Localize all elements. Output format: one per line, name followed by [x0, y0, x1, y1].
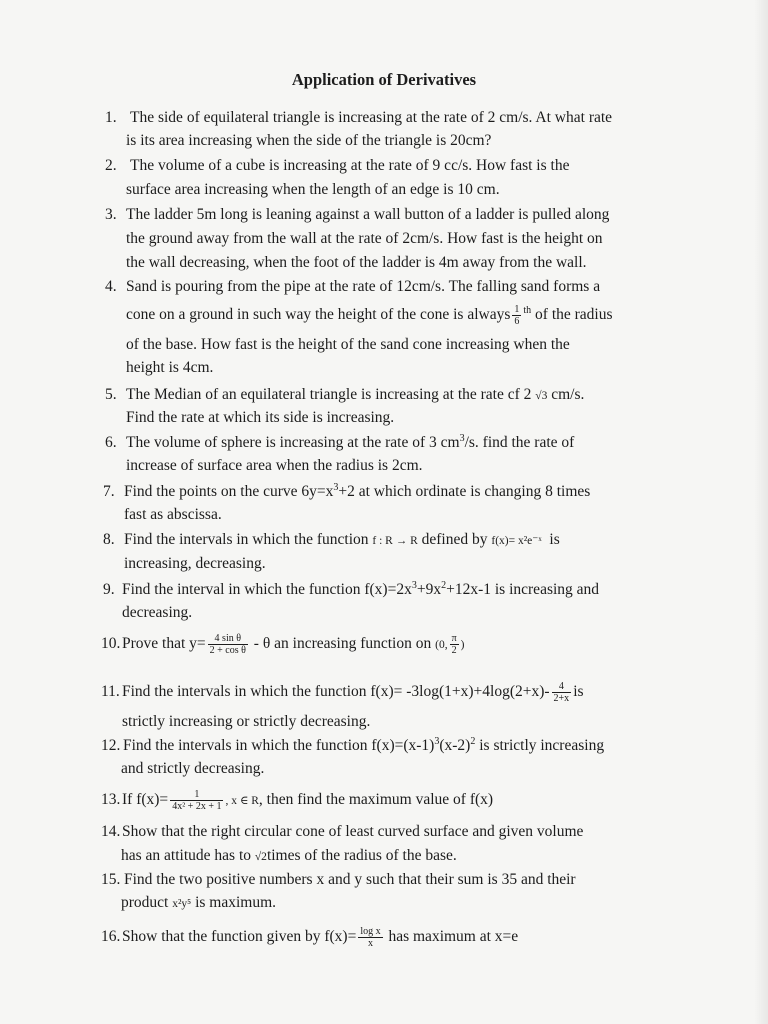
question-text: strictly increasing or strictly decreasing. [122, 713, 371, 730]
question-text: Find the points on the curve $6y=x^3+2$ at which ordinate is changing 8 times [124, 481, 591, 500]
question-number: 5. [105, 386, 117, 403]
question-text: Prove that y= $\frac{\text{4 sin θ}}{\text{2 + cos θ}}$ - θ an increasing function on (0, $\frac{\pi}{2}$ ) [122, 632, 465, 656]
question-text: product x²y⁵ is maximum. [121, 894, 277, 911]
question-text: fast as abscissa. [124, 506, 222, 523]
question-text: If f(x)= $\frac{1}{\text{4x² + 2x + 1}}$ , x ∈ R, then find the maximum value of f(x) [122, 788, 494, 812]
question-text: The Median of an equilateral triangle is increasing at the rate cf 2 √3 cm/s. [126, 386, 585, 403]
question-text: Find the intervals in which the function f : R → R defined by f(x)= x²e⁻ˣ is [124, 531, 560, 548]
question-text: The ladder 5m long is leaning against a wall button of a ladder is pulled along [126, 206, 610, 223]
question-text: The volume of a cube is increasing at the rate of 9 cc/s. How fast is the [130, 157, 570, 174]
question-number: 7. [103, 483, 115, 500]
fraction-four-over-two-plus-x: $\frac{4}{2+x}$ [553, 680, 570, 704]
question-text: The side of equilateral triangle is increasing at the rate of 2 cm/s. At what rate [130, 109, 613, 126]
page-edge-shadow [754, 0, 768, 1024]
question-number: 16. [101, 928, 121, 945]
question-text: height is 4cm. [126, 359, 214, 376]
question-number: 11. [101, 683, 120, 700]
sqrt-two: √2 [254, 851, 267, 863]
question-number: 12. [101, 737, 121, 754]
fraction-one-over-quadratic: $\frac{1}{\text{4x² + 2x + 1}}$ [172, 788, 222, 812]
question-text: Find the two positive numbers x and y such that their sum is 35 and their [124, 871, 576, 888]
question-number: 9. [103, 581, 115, 598]
question-text: increasing, decreasing. [124, 555, 266, 572]
question-text: is its area increasing when the side of the triangle is 20cm? [126, 132, 492, 149]
question-number: 8. [103, 531, 115, 548]
question-text: surface area increasing when the length of an edge is 10 cm. [126, 181, 500, 198]
question-text: Find the intervals in which the function $f(x)=(x-1)^3(x-2)^2$ is strictly increasing [123, 735, 605, 754]
question-text: has an attitude has to √2times of the radius of the base. [121, 847, 457, 864]
question-text: increase of surface area when the radius is 2cm. [126, 457, 423, 474]
question-number: 10. [101, 635, 121, 652]
question-text: cone on a ground in such way the height of the cone is always $\frac{1}{6}$ $^{th}$ of the radius [126, 303, 613, 327]
fraction-sin-over-cos: $\frac{\text{4 sin θ}}{\text{2 + cos θ}}$ [209, 632, 246, 656]
question-text: decreasing. [122, 604, 193, 621]
question-text: the ground away from the wall at the rate of 2cm/s. How fast is the height on [126, 230, 603, 247]
question-text: Show that the function given by f(x)= $\frac{\text{log x}}{x}$ has maximum at x=e [122, 925, 519, 949]
question-number: 14. [101, 823, 121, 840]
question-number: 6. [105, 434, 117, 451]
question-number: 2. [105, 157, 117, 174]
question-number: 15. [101, 871, 121, 888]
fraction-log-x-over-x: $\frac{\text{log x}}{x}$ [360, 925, 381, 949]
fraction-pi-over-two: $\frac{\pi}{2}$ [451, 632, 457, 656]
question-text: Show that the right circular cone of least curved surface and given volume [122, 823, 584, 840]
question-text: The volume of sphere is increasing at the rate of 3 $cm^3/s$. find the rate of [126, 432, 575, 451]
question-text: the wall decreasing, when the foot of the ladder is 4m away from the wall. [126, 254, 587, 271]
question-number: 4. [105, 278, 117, 295]
question-text: and strictly decreasing. [121, 760, 265, 777]
question-text: Sand is pouring from the pipe at the rate of 12cm/s. The falling sand forms a [126, 278, 601, 295]
question-number: 3. [105, 206, 117, 223]
question-number: 1. [105, 109, 117, 126]
question-text: Find the intervals in which the function f(x)= -3log(1+x)+4log(2+x)- $\frac{4}{2+x}$ is [122, 680, 584, 704]
question-text: Find the rate at which its side is increasing. [126, 409, 395, 426]
fraction-one-sixth: $\frac{1}{6}$ [514, 303, 520, 327]
question-text: of the base. How fast is the height of the sand cone increasing when the [126, 336, 570, 353]
sqrt-three: √3 [535, 390, 548, 402]
question-number: 13. [101, 791, 121, 808]
page-title: Application of Derivatives [291, 70, 477, 89]
question-text: Find the interval in which the function $f(x)=2x^3+9x^2+12x-1$ is increasing and [122, 579, 600, 598]
